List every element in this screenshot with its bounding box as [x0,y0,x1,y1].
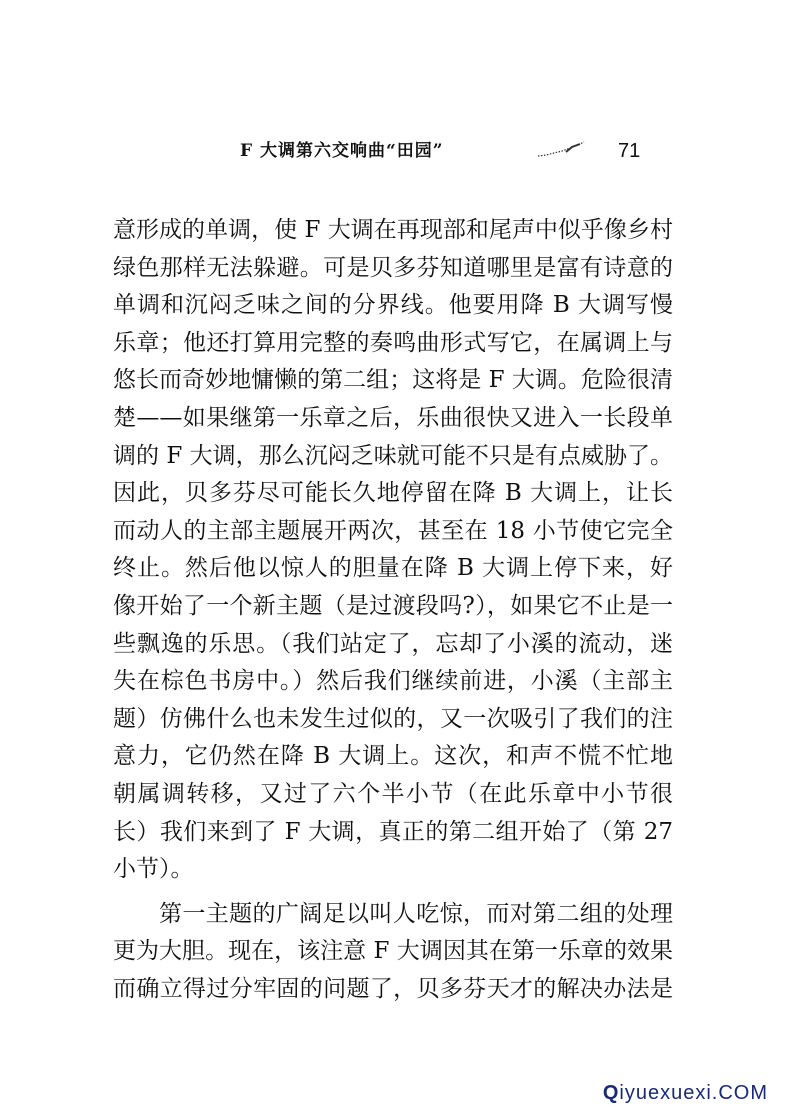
text-line: 绿色那样无法躲避。可是贝多芬知道哪里是富有诗意的 [113,254,673,281]
text-line: 意力，它仍然在降 B 大调上。这次，和声不慌不忙地 [113,743,673,770]
paragraph-2 [113,896,673,1009]
text-line: 朝属调转移，又过了六个半小节（在此乐章中小节很 [113,780,673,807]
text-line: 更为大胆。现在，该注意 F 大调因其在第一乐章的效果 [113,938,673,965]
site-watermark [603,1082,768,1105]
paragraph-1 [113,212,673,889]
text-line: 而确立得过分牢固的问题了，贝多芬天才的解决办法是 [113,975,673,1002]
text-line: 长）我们来到了 F 大调，真正的第二组开始了（第 27 [113,818,673,845]
text-line: 楚——如果继第一乐章之后，乐曲很快又进入一长段单 [113,404,673,431]
body-text [113,212,673,1008]
text-line: 像开始了一个新主题（是过渡段吗?），如果它不止是一 [113,592,673,619]
text-line: 因此，贝多芬尽可能长久地停留在降 B 大调上，让长 [113,480,673,507]
text-line: 第一主题的广阔足以叫人吃惊，而对第二组的处理 [159,900,673,927]
running-header-title: F 大调第六交响曲“田园” [240,141,444,161]
text-line: 单调和沉闷乏味之间的分界线。他要用降 B 大调写慢 [113,292,673,319]
text-line: 些飘逸的乐思。（我们站定了，忘却了小溪的流动，迷 [113,630,673,657]
watermark-q: Q [602,1082,620,1104]
text-line: 意形成的单调，使 F 大调在再现部和尾声中似乎像乡村 [113,217,673,243]
text-line: 调的 F 大调，那么沉闷乏味就可能不只是有点威胁了。 [113,442,673,469]
watermark-domain: iyuexuexi.COM [619,1082,768,1104]
text-line: 题）仿佛什么也未发生过似的，又一次吸引了我们的注 [113,705,673,732]
text-line: 而动人的主部主题展开两次，甚至在 18 小节使它完全 [113,517,673,544]
text-line: 小节）。 [113,856,194,883]
text-line: 乐章；他还打算用完整的奏鸣曲形式写它，在属调上与 [113,329,673,356]
page-number: 71 [618,140,641,162]
text-line: 终止。然后他以惊人的胆量在降 B 大调上停下来，好 [113,555,673,582]
text-line: 失在棕色书房中。）然后我们继续前进，小溪（主部主 [113,668,673,695]
header-ornament-icon [536,140,586,160]
text-line: 悠长而奇妙地慵懒的第二组；这将是 F 大调。危险很清 [113,367,673,394]
